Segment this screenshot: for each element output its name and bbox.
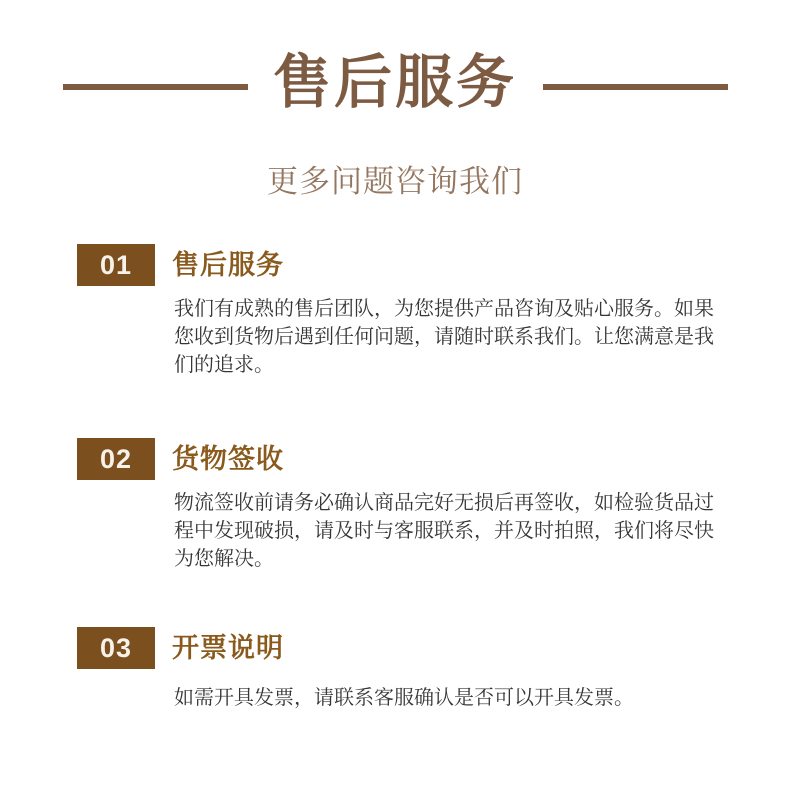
body-line: 为您解决。 [174,548,274,570]
page-subtitle: 更多问题咨询我们 [267,164,523,199]
body-line: 您收到货物后遇到任何问题，请随时联系我们。让您满意是我 [174,326,714,348]
section-heading: 货物签收 [172,444,284,474]
title-rule-right [543,84,728,90]
section-heading: 售后服务 [172,250,284,280]
section-body [174,489,734,573]
body-line: 我们有成熟的售后团队，为您提供产品咨询及贴心服务。如果 [174,298,714,320]
section-number-badge: 03 [77,627,155,669]
body-line: 物流签收前请务必确认商品完好无损后再签收，如检验货品过 [174,492,714,514]
section-heading: 开票说明 [172,633,284,663]
page-title: 售后服务 [272,50,517,115]
body-line: 们的追求。 [174,354,274,376]
section-number-badge: 01 [77,244,155,286]
section-number-badge: 02 [77,438,155,480]
body-line: 如需开具发票，请联系客服确认是否可以开具发票。 [174,687,634,709]
body-line: 程中发现破损，请及时与客服联系，并及时拍照，我们将尽快 [174,520,714,542]
section-body [174,684,734,712]
section-body [174,295,734,379]
